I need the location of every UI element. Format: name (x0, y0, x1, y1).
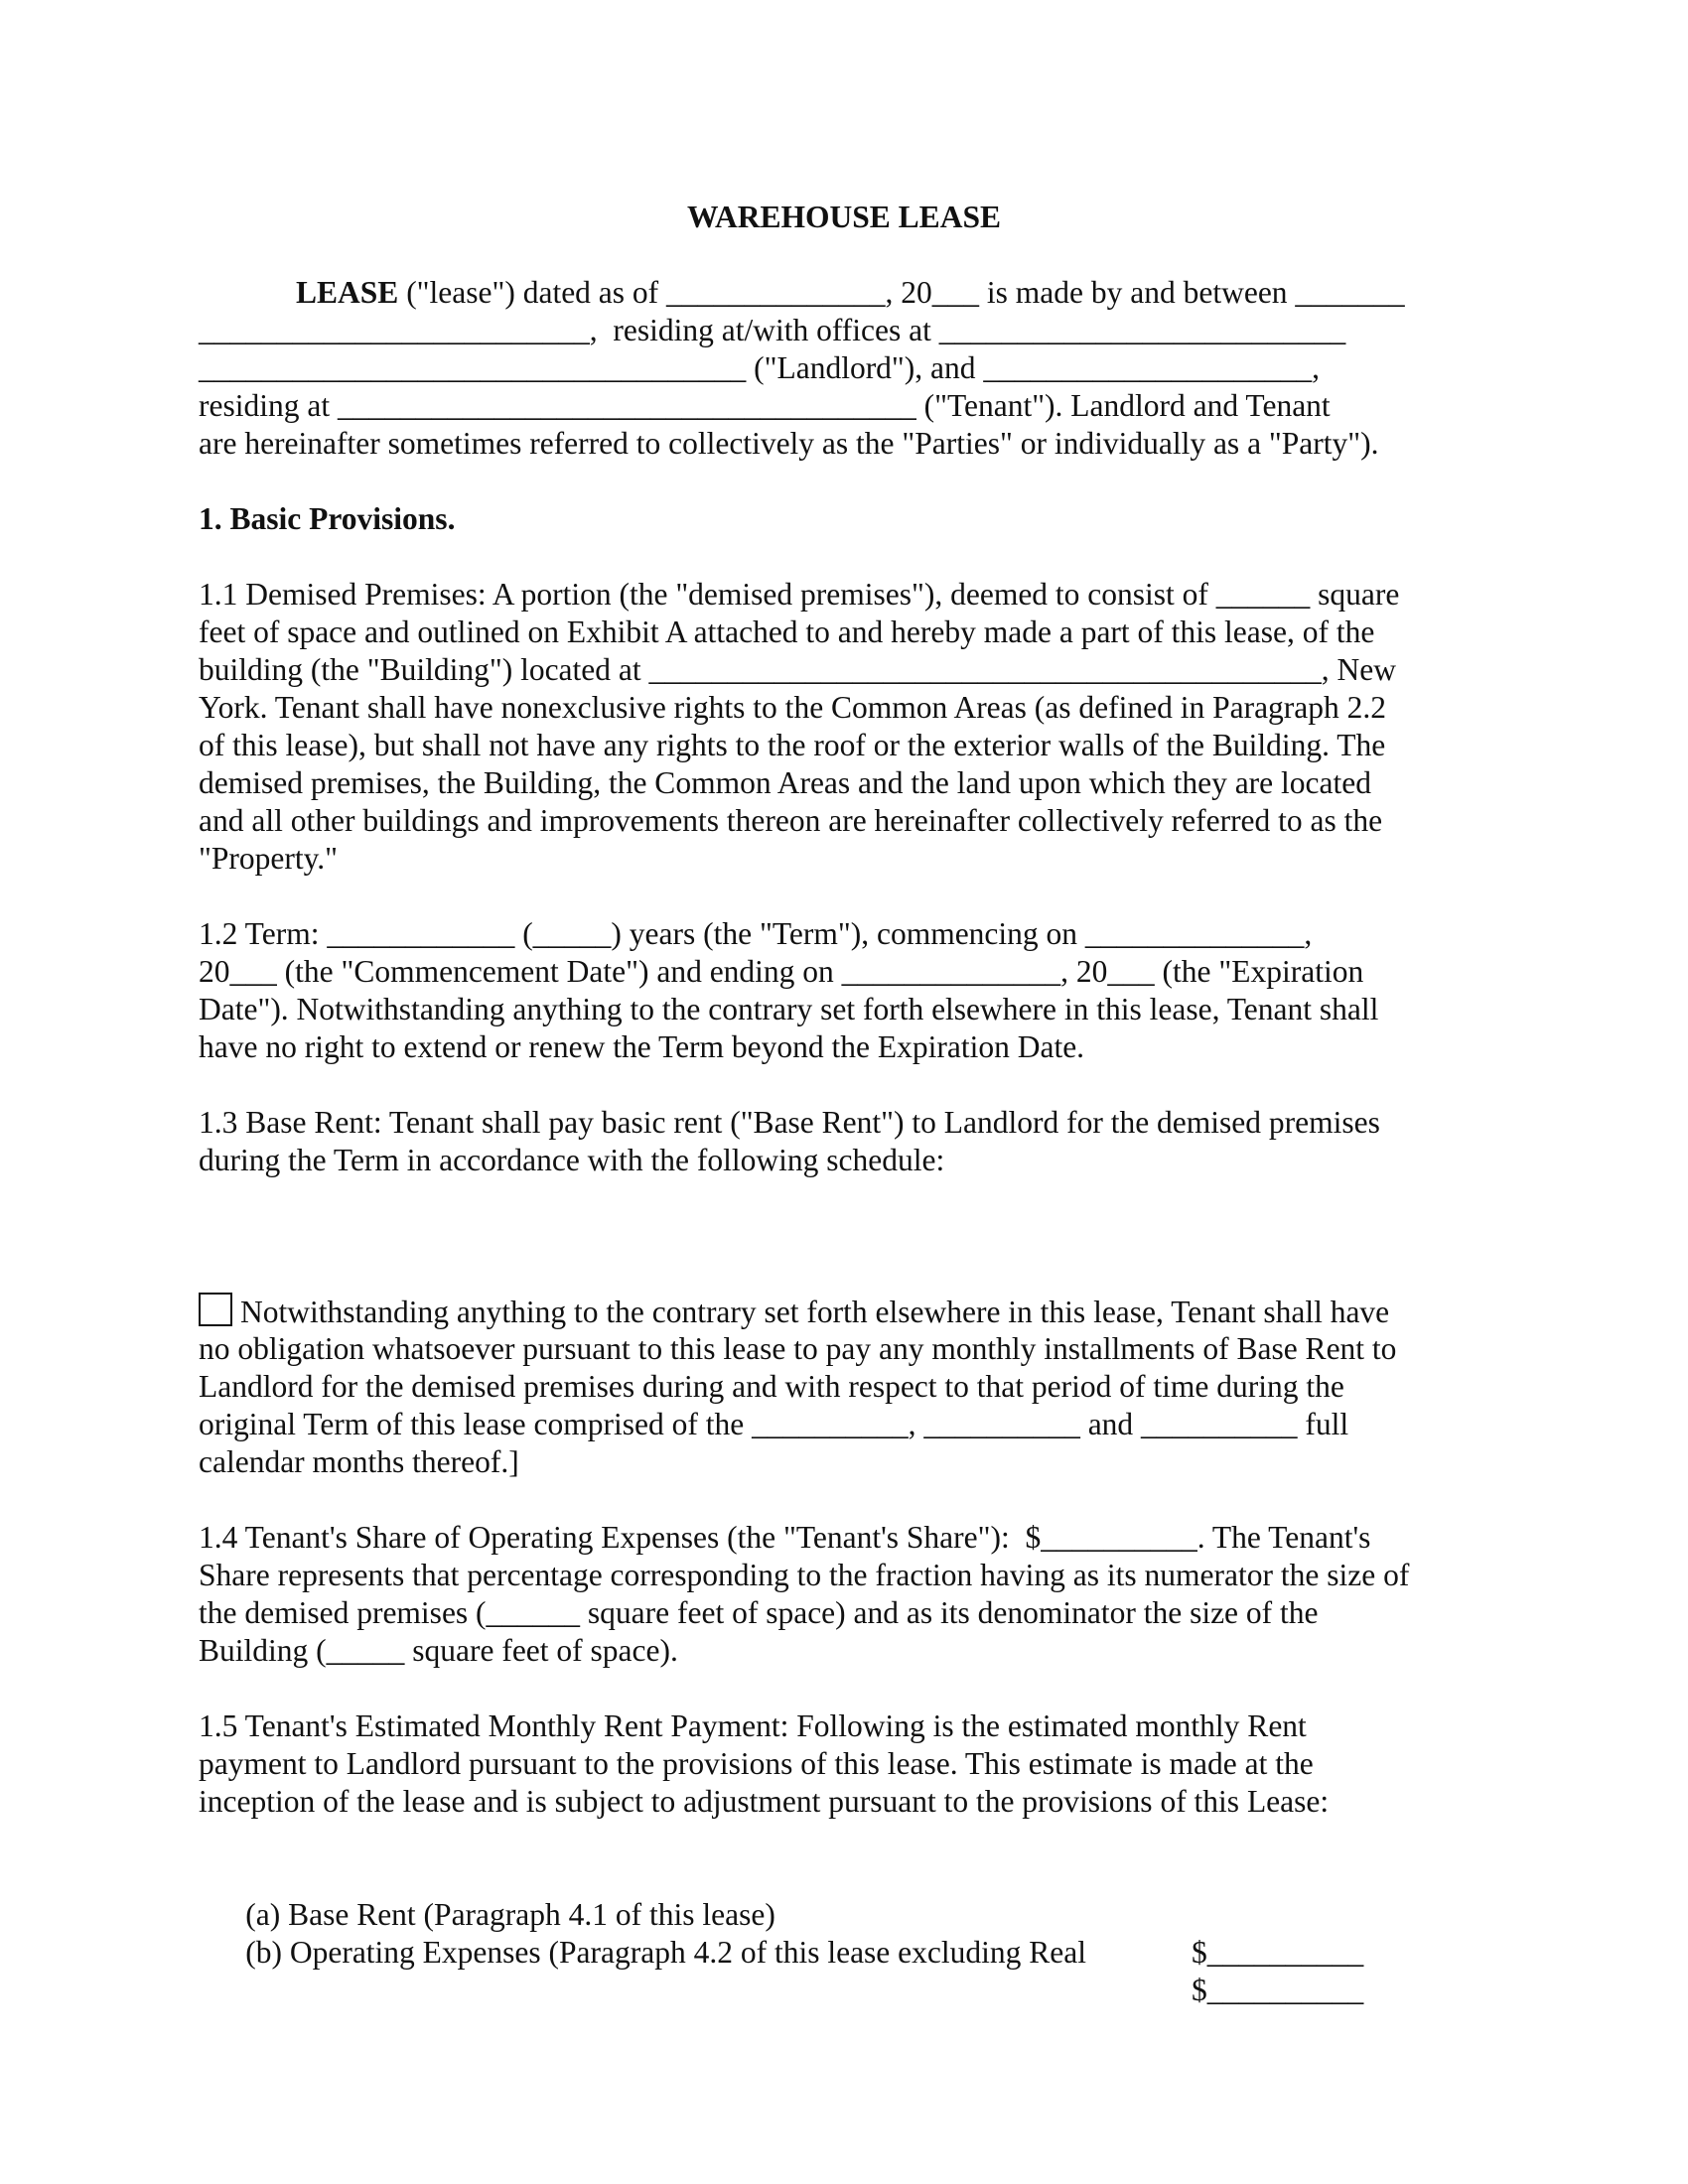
paragraph-line: feet of space and outlined on Exhibit A attached to and hereby made a part of this lease, of the (199, 614, 1375, 649)
paragraph-line: the demised premises (______ square feet of space) and as its denominator the size of the (199, 1595, 1319, 1630)
paragraph-line: 1.3 Base Rent: Tenant shall pay basic rent ("Base Rent") to Landlord for the demised premises (199, 1105, 1380, 1140)
paragraph-line: Notwithstanding anything to the contrary set forth elsewhere in this lease, Tenant shall have (199, 1293, 1487, 1330)
paragraph-line: inception of the lease and is subject to adjustment pursuant to the provisions of this Lease: (199, 1784, 1330, 1819)
intro-line: _________________________, residing at/with offices at __________________________ (199, 313, 1346, 347)
paragraph-line: of this lease), but shall not have any rights to the roof or the exterior walls of the Building. The (199, 728, 1386, 762)
paragraph-line: Share represents that percentage corresponding to the fraction having as its numerator the size of (199, 1558, 1410, 1592)
paragraph-line: payment to Landlord pursuant to the provisions of this lease. This estimate is made at the (199, 1746, 1314, 1781)
paragraph-line: 1.1 Demised Premises: A portion (the "demised premises"), deemed to consist of ______ square (199, 577, 1400, 612)
paragraph-line: "Property." (199, 841, 339, 876)
paragraph-line: original Term of this lease comprised of the __________, __________ and __________ full (199, 1407, 1349, 1441)
paragraph-line: 1.2 Term: ____________ (_____) years (the "Term"), commencing on ______________, (199, 916, 1313, 951)
rent-item-amount: $__________ (1192, 1935, 1364, 1970)
intro-line: are hereinafter sometimes referred to collectively as the "Parties" or individually as a "Party"). (199, 426, 1379, 461)
document-title: WAREHOUSE LEASE (687, 200, 1001, 234)
checkbox-box (199, 1293, 232, 1326)
rent-item-label: (a) Base Rent (Paragraph 4.1 of this lease) (245, 1897, 775, 1932)
paragraph-1-5 (199, 1707, 1487, 1821)
paragraph-line: Building (_____ square feet of space). (199, 1633, 678, 1668)
rent-item-label: (b) Operating Expenses (Paragraph 4.2 of this lease excluding Real (245, 1935, 1086, 1970)
paragraph-1-3 (199, 1104, 1487, 1179)
abatement-paragraph (199, 1293, 1487, 1481)
paragraph-line: 1.5 Tenant's Estimated Monthly Rent Payment: Following is the estimated monthly Rent (199, 1708, 1307, 1743)
paragraph-line: no obligation whatsoever pursuant to this lease to pay any monthly installments of Base Rent to (199, 1331, 1397, 1366)
paragraph-line: 20___ (the "Commencement Date") and ending on ______________, 20___ (the "Expiration (199, 954, 1364, 989)
paragraph-line: and all other buildings and improvements thereon are hereinafter collectively referred to as the (199, 803, 1383, 838)
paragraph-line: 1.4 Tenant's Share of Operating Expenses (the "Tenant's Share"): $__________. The Tenant's (199, 1520, 1371, 1555)
paragraph-line: demised premises, the Building, the Common Areas and the land upon which they are located (199, 765, 1371, 800)
intro-line: residing at _____________________________________ ("Tenant"). Landlord and Tenant (199, 388, 1331, 423)
paragraph-line: building (the "Building") located at ___________________________________________, New (199, 652, 1396, 687)
rent-item-row (199, 1896, 1487, 2007)
paragraph-line: Landlord for the demised premises during and with respect to that period of time during the (199, 1369, 1344, 1404)
paragraph-line: during the Term in accordance with the following schedule: (199, 1143, 945, 1177)
intro-line: LEASE ("lease") dated as of ______________, 20___ is made by and between _______ (296, 275, 1405, 310)
paragraph-1-2 (199, 915, 1487, 1066)
abatement-checkbox[interactable] (199, 1293, 234, 1328)
paragraph-1-1 (199, 576, 1487, 878)
paragraph-line: Date"). Notwithstanding anything to the contrary set forth elsewhere in this lease, Tenant shall (199, 992, 1379, 1026)
intro-paragraph (199, 274, 1487, 463)
paragraph-line: York. Tenant shall have nonexclusive rights to the Common Areas (as defined in Paragraph 2.2 (199, 690, 1387, 725)
section-heading: 1. Basic Provisions. (199, 501, 456, 536)
rent-item-amount: $__________ (1192, 1973, 1364, 2007)
intro-line: ___________________________________ ("Landlord"), and _____________________, (199, 350, 1321, 385)
paragraph-1-4 (199, 1519, 1487, 1670)
paragraph-line: calendar months thereof.] (199, 1444, 519, 1479)
rent-items (199, 1858, 1487, 2007)
paragraph-line: have no right to extend or renew the Term beyond the Expiration Date. (199, 1029, 1085, 1064)
